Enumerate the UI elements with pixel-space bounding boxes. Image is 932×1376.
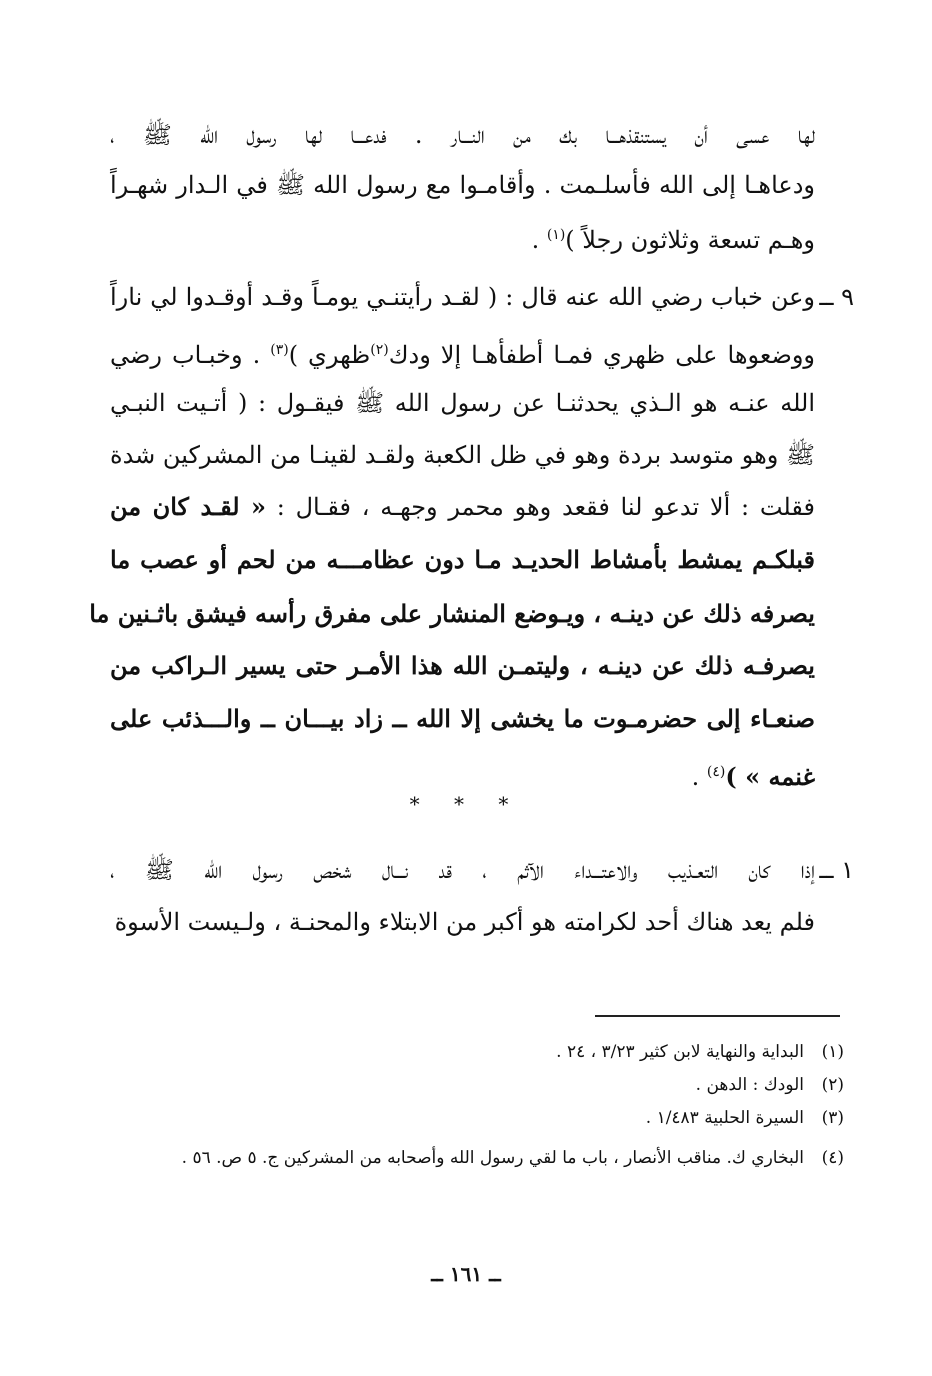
- text-line: [110, 649, 815, 683]
- item-number-9: ٩ ــ: [819, 283, 854, 311]
- text-line: [110, 386, 815, 420]
- text-span: إذا كان التعـذيب والاعتـــداء الآثم ، قد نـــال شخص رسول الله ﷺ ،: [110, 856, 815, 884]
- text-line: [115, 905, 815, 939]
- section-separator: * * *: [409, 792, 523, 816]
- text-span: ووضعوها على ظهري فمـا أطفأهـا إلا ودك: [388, 341, 816, 369]
- text-span: غنمه » ): [725, 762, 815, 791]
- text-line: [532, 218, 815, 257]
- text-span: يصرفه ذلك عن دينـه ، ويـوضع المنشار على مفرق رأسه فيشق باثـنين ما: [89, 599, 815, 628]
- footnote-text: السيرة الحلبية ١/٤٨٣ .: [645, 1108, 804, 1128]
- text-line: [110, 168, 815, 202]
- footnote-text: البداية والنهاية لابن كثير ٣/٢٣ ، ٢٤ .: [556, 1042, 804, 1062]
- footnote-number: (٢): [821, 1075, 844, 1095]
- text-span: .: [691, 763, 707, 791]
- text-line: [110, 280, 815, 314]
- text-span: فلم يعد هناك أحد لكرامته هو أكبر من الابتلاء والمحنـة ، ولـيست الأسوة: [114, 908, 815, 936]
- page-number: ــ ١٦١ ــ: [431, 1262, 501, 1286]
- footnote-ref: (٣): [270, 342, 289, 358]
- item-number-1: ١ ــ: [819, 856, 854, 884]
- text-span: قبلكـم يمشط بأمشاط الحديـد مـا دون عظامـــه من لحم أو عصب ما: [110, 545, 815, 574]
- text-line: [110, 702, 815, 736]
- footnote: [182, 1146, 844, 1170]
- text-line: [110, 543, 815, 577]
- footnote-ref: (٤): [706, 764, 726, 780]
- text-line: [110, 438, 815, 472]
- text-span: .: [531, 226, 547, 254]
- footnote: [646, 1106, 844, 1130]
- text-span: يصرفـه ذلك عن دينـه ، وليتمـن الله هذا الأمـر حتى يسير الـراكب من: [110, 651, 815, 680]
- text-span: الله عنـه هو الـذي يحدثنـا عن رسول الله ﷺ فيقـول : ( أتـيت النبـي: [110, 389, 815, 417]
- footnote-number: (١): [821, 1042, 844, 1062]
- text-line: [110, 333, 815, 372]
- footnote: [696, 1073, 844, 1097]
- footnote-number: (٤): [821, 1148, 844, 1168]
- text-span: وعن خباب رضي الله عنه قال : ( لقـد رأيتنـي يومـاً وقـد أوقـدوا لي ناراً: [110, 283, 815, 311]
- text-span: صنعـاء إلى حضرمـوت ما يخشى إلا الله ــ زاد بيـــان ــ والـــذئب على: [110, 704, 815, 733]
- footnote-text: الودك : الدهن .: [695, 1075, 804, 1095]
- footnote-rule: [595, 1015, 840, 1017]
- footnote-text: البخاري ك. مناقب الأنصار ، باب ما لقي رسول الله وأصحابه من المشركين ج. ٥ ص. ٥٦ .: [181, 1148, 804, 1168]
- text-span: ﷺ وهو متوسد بردة وهو في ظل الكعبة ولقـد لقينـا من المشركين شدة: [110, 441, 815, 469]
- text-span: فقلت : ألا تدعو لنا فقعد وهو محمر وجهـه ، فقـال :: [266, 493, 815, 521]
- text-span: ودعاهـا إلى الله فأسلـمت . وأقامـوا مع رسول الله ﷺ في الـدار شهـراً: [110, 171, 815, 199]
- footnote-number: (٣): [821, 1108, 844, 1128]
- text-span: لها عسى أن يستنقذهـــا بك من النـــار . فدعـــا لها رسول الله ﷺ ،: [110, 121, 815, 149]
- footnote-ref: (١): [546, 227, 566, 243]
- text-span: ظهري ): [288, 341, 371, 369]
- text-span: « لقـد كان من: [110, 492, 267, 521]
- text-span: وهـم تسعة وثلاثون رجلاً ): [565, 226, 815, 254]
- text-line: [110, 490, 815, 524]
- text-line: [89, 597, 815, 631]
- text-line: [110, 118, 815, 152]
- text-line: [110, 853, 815, 887]
- footnote-ref: (٢): [370, 342, 389, 358]
- footnote: [556, 1040, 844, 1064]
- text-span: . وخبـاب رضي: [110, 341, 271, 369]
- text-line: [692, 755, 815, 794]
